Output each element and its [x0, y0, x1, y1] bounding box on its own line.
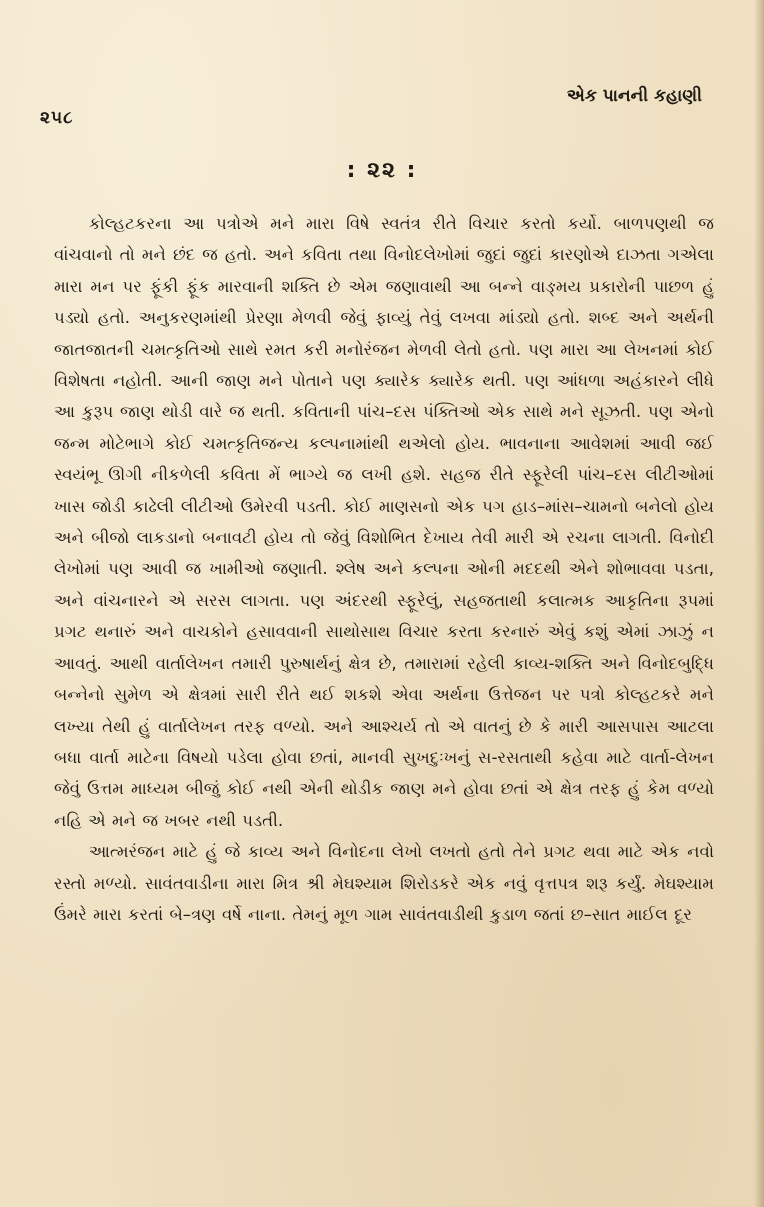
paragraph: આત્મરંજન માટે હું જે કાવ્ય અને વિનોદના લેખો લખતો હતો તેને પ્રગટ થવા માટે એક નવો રસ્તો મળ્યો. સાવંતવાડીના મારા મિત્ર શ્રી મેઘશ્યામ શિરોડકરે એક નવું વૃત્તપત્ર શરૂ કર્યું. મેઘશ્યામ ઉંમરે મારા કરતાં બે–ત્રણ વર્ષે નાના. તેમનું મૂળ ગામ સાવંતવાડીથી કુડાળ જતાં છ–સાત માઈલ દૂર — [54, 842, 714, 924]
page-number: ૨૫૮ — [40, 108, 74, 128]
paragraph: કોલ્હટકરના આ પત્રોએ મને મારા વિષે સ્વતંત્ર રીતે વિચાર કરતો કર્યો. બાળપણથી જ વાંચવાનો તો મને છંદ જ હતો. અને કવિતા તથા વિનોદલેખોમાં જુદાં જુદાં કારણોએ દાઝતા ગએલા મારા મન પર ફૂંકી ફૂંક મારવાની શક્તિ છે એમ જણાવાથી આ બન્ને વાઙ્મય પ્રકારોની પાછળ હું પડ્યો હતો. અનુકરણમાંથી પ્રેરણા મેળવી જેવું ફાવ્યું તેવું લખવા માંડ્યો હતો. શબ્દ અને અર્થની જાતજાતની ચમત્કૃતિઓ સાથે રમત કરી મનોરંજન મેળવી લેતો હતો. પણ મારા આ લેખનમાં કોઈ વિશેષતા નહોતી. આની જાણ મને પોતાને પણ ક્યારેક ક્યારેક થતી. પણ આંધળા અહંકારને લીધે આ કુરૂપ જાણ થોડી વારે જ થતી. કવિતાની પાંચ–દસ પંક્તિઓ એક સાથે મને સૂઝતી. પણ એનો જન્મ મોટેભાગે કોઈ ચમત્કૃતિજન્ય કલ્પનામાંથી થએલો હોય. ભાવનાના આવેશમાં આવી જઈ સ્વયંભૂ ઊગી નીકળેલી કવિતા મેં ભાગ્યે જ લખી હશે. સહજ રીતે સ્ફૂરેલી પાંચ–દસ લીટીઓમાં ખાસ જોડી કાઢેલી લીટીઓ ઉમેરવી પડતી. કોઈ માણસનો એક પગ હાડ–માંસ–ચામનો બનેલો હોય અને બીજો લાકડાનો બનાવટી હોય તો જેવું વિશોભિત દેખાય તેવી મારી એ રચના લાગતી. વિનોદી લેખોમાં પણ આવી જ ખામીઓ જણાતી. શ્લેષ અને કલ્પના ઓની મદદથી એને શોભાવવા પડતા, અને વાંચનારને એ સરસ લાગતા. પણ અંદરથી સ્ફૂરેલું, સહજતાથી કલાત્મક આકૃતિના રૂપમાં પ્રગટ થનારું અને વાચકોને હસાવવાની સાથોસાથ વિચાર કરતા કરનારું એવું કશું એમાં ઝાઝું ન આવતું. આથી વાર્તાલેખન તમારી પુરુષાર્થનું ક્ષેત્ર છે, તમારામાં રહેલી કાવ્ય-શક્તિ અને વિનોદબુદ્ધિ બન્નેનો સુમેળ એ ક્ષેત્રમાં સારી રીતે થઈ શકશે એવા અર્થના ઉત્તેજન પર પત્રો કોલ્હટકરે મને લખ્યા તેથી હું વાર્તાલેખન તરફ વળ્યો. અને આશ્ચર્ય તો એ વાતનું છે કે મારી આસપાસ આટલા બધા વાર્તા માટેના વિષયો પડેલા હોવા છતાં, માનવી સુખદુઃખનું સ-રસતાથી કહેવા માટે વાર્તા-લેખન જેવું ઉત્તમ માધ્યમ બીજું કોઈ નથી એની થોડીક જાણ મને હોવા છતાં એ ક્ષેત્ર તરફ હું કેમ વળ્યો નહિ એ મને જ ખબર નથી પડતી. — [54, 214, 714, 830]
chapter-number: : ૨૨ : — [346, 158, 418, 183]
running-title: એક પાનની કહાણી — [566, 86, 702, 106]
body-text — [54, 208, 714, 930]
